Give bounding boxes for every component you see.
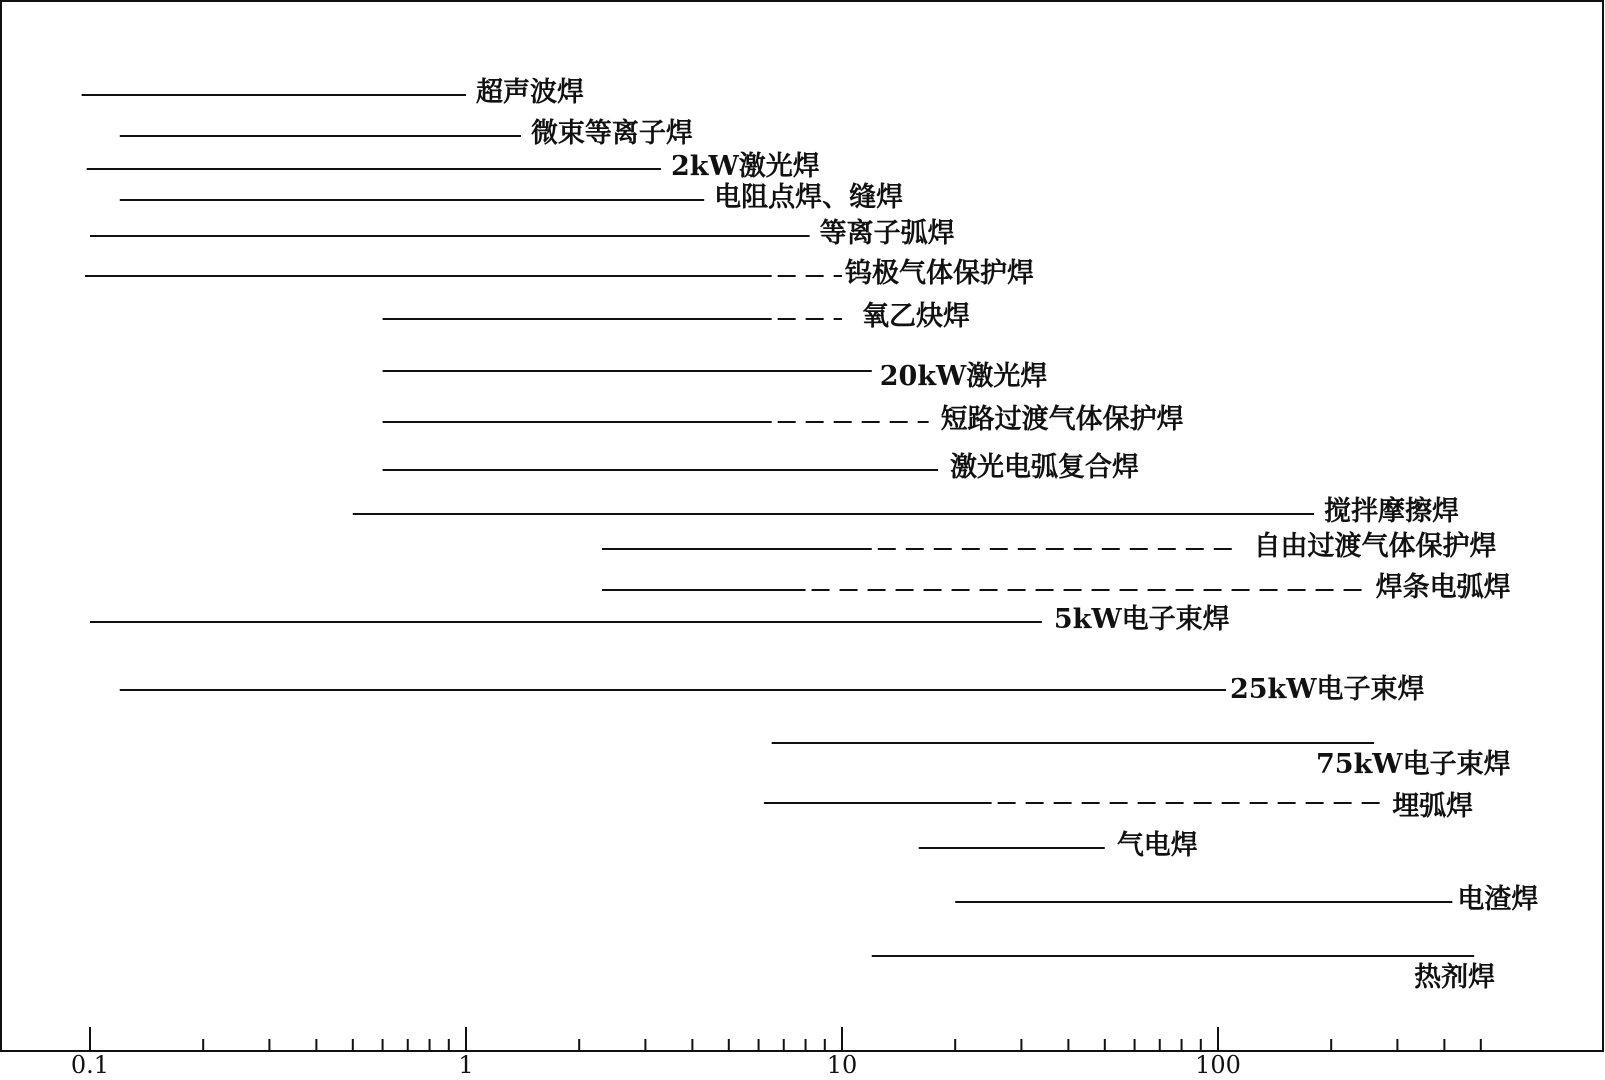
range-bar [353,495,1459,527]
range-bar-label: 等离子弧焊 [819,218,955,249]
range-bar [82,76,584,108]
range-bar [87,151,820,182]
range-bar-label: 25kW电子束焊 [1229,674,1425,705]
range-bar-label: 20kW激光焊 [879,361,1048,392]
range-bar [120,182,903,213]
range-bar [919,829,1198,861]
range-bar [602,571,1511,603]
range-bar-label: 焊条电弧焊 [1375,572,1511,603]
x-tick-label: 10 [826,1051,858,1075]
range-bar [764,791,1473,822]
range-bar-label: 气电焊 [1116,830,1198,861]
range-bar [383,301,970,332]
range-bar-label: 微束等离子焊 [530,118,693,149]
range-bar [872,956,1495,993]
range-bar [90,604,1230,635]
range-bar [772,743,1511,780]
range-bar-label: 钨极气体保护焊 [845,258,1034,289]
bars [82,76,1539,993]
range-bar [383,403,1184,435]
x-tick-label: 100 [1195,1051,1241,1075]
range-bar [120,674,1425,705]
range-bar [90,218,955,249]
range-bar [383,361,1048,392]
range-bar-label: 热剂焊 [1414,962,1496,993]
range-bar [602,530,1497,562]
range-bar-label: 激光电弧复合焊 [949,452,1139,483]
range-bar [955,884,1538,915]
range-bar-label: 搅拌摩擦焊 [1323,496,1459,527]
x-tick-label: 1 [458,1051,474,1075]
range-bar-label: 氧乙炔焊 [862,301,970,332]
range-bar-label: 短路过渡气体保护焊 [940,404,1184,435]
range-bar [120,118,693,149]
range-bar-label: 5kW电子束焊 [1053,604,1230,635]
range-bar-label: 埋弧焊 [1392,791,1474,822]
range-bar [383,451,1139,483]
range-bar-label: 电渣焊 [1457,884,1539,915]
x-tick-label: 0.1 [70,1051,110,1075]
range-bar-label: 2kW激光焊 [670,151,820,182]
range-bar-label: 75kW电子束焊 [1316,749,1511,780]
range-bar [85,257,1034,289]
range-bar-label: 自由过渡气体保护焊 [1253,531,1497,562]
range-bar-label: 电阻点焊、缝焊 [714,182,904,213]
range-bar-label: 超声波焊 [476,77,584,108]
